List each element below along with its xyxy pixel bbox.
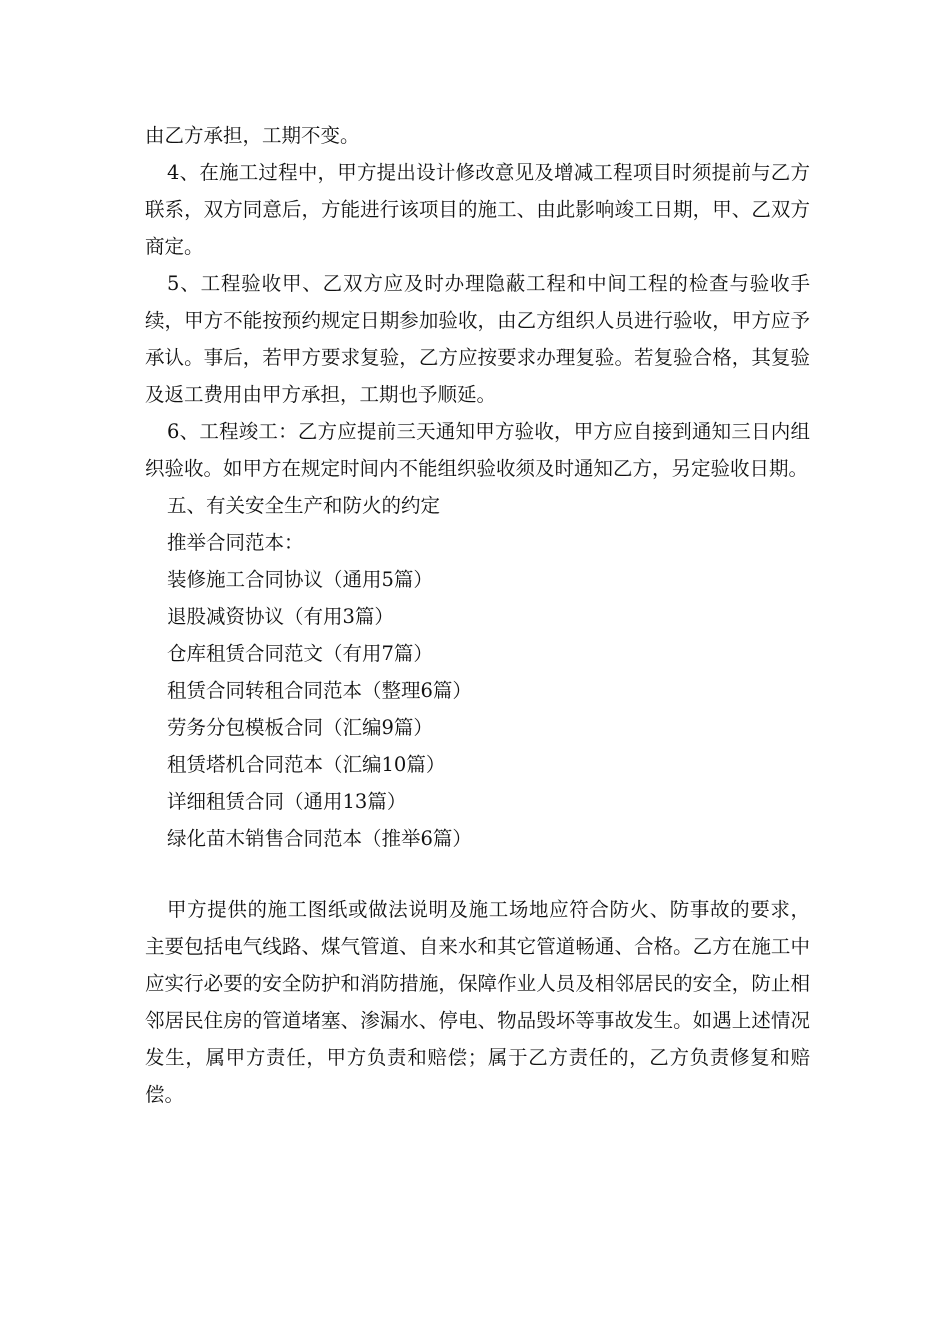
recommend-link-7[interactable]: 详细租赁合同（通用13篇） [167, 790, 407, 813]
paragraph-safety: 甲方提供的施工图纸或做法说明及施工场地应符合防火、防事故的要求，主要包括电气线路、煤气管道、自来水和其它管道畅通、合格。乙方在施工中应实行必要的安全防护和消防措施，保障作业人员及相邻居民的安全，防止相邻居民住房的管道堵塞、渗漏水、停电、物品毁坏等事故发生。如遇上述情况发生，属甲方责任，甲方负责和赔偿；属于乙方责任的，乙方负责修复和赔偿。 [145, 898, 810, 1106]
paragraph-continuation: 由乙方承担，工期不变。 [145, 124, 360, 147]
spacer [145, 857, 810, 891]
recommend-link-3[interactable]: 仓库租赁合同范文（有用7篇） [167, 642, 433, 665]
paragraph-clause-5: 5、工程验收甲、乙双方应及时办理隐蔽工程和中间工程的检查与验收手续，甲方不能按预约规定日期参加验收，由乙方组织人员进行验收，甲方应予承认。事后，若甲方要求复验，乙方应按要求办理复验。若复验合格，其复验及返工费用由甲方承担，工期也予顺延。 [145, 272, 810, 406]
recommend-link-6[interactable]: 租赁塔机合同范本（汇编10篇） [167, 753, 446, 776]
paragraph-clause-6: 6、工程竣工：乙方应提前三天通知甲方验收，甲方应自接到通知三日内组织验收。如甲方在规定时间内不能组织验收须及时通知乙方，另定验收日期。 [145, 420, 810, 480]
recommend-link-5[interactable]: 劳务分包模板合同（汇编9篇） [167, 716, 433, 739]
section-heading: 五、有关安全生产和防火的约定 [167, 494, 441, 517]
recommend-link-8[interactable]: 绿化苗木销售合同范本（推举6篇） [167, 827, 472, 850]
recommend-label: 推举合同范本： [167, 531, 304, 554]
recommend-link-4[interactable]: 租赁合同转租合同范本（整理6篇） [167, 679, 472, 702]
document-body [145, 117, 810, 1113]
recommend-link-1[interactable]: 装修施工合同协议（通用5篇） [167, 568, 433, 591]
recommend-link-2[interactable]: 退股减资协议（有用3篇） [167, 605, 394, 628]
paragraph-clause-4: 4、在施工过程中，甲方提出设计修改意见及增减工程项目时须提前与乙方联系，双方同意后，方能进行该项目的施工、由此影响竣工日期，甲、乙双方商定。 [145, 161, 810, 258]
